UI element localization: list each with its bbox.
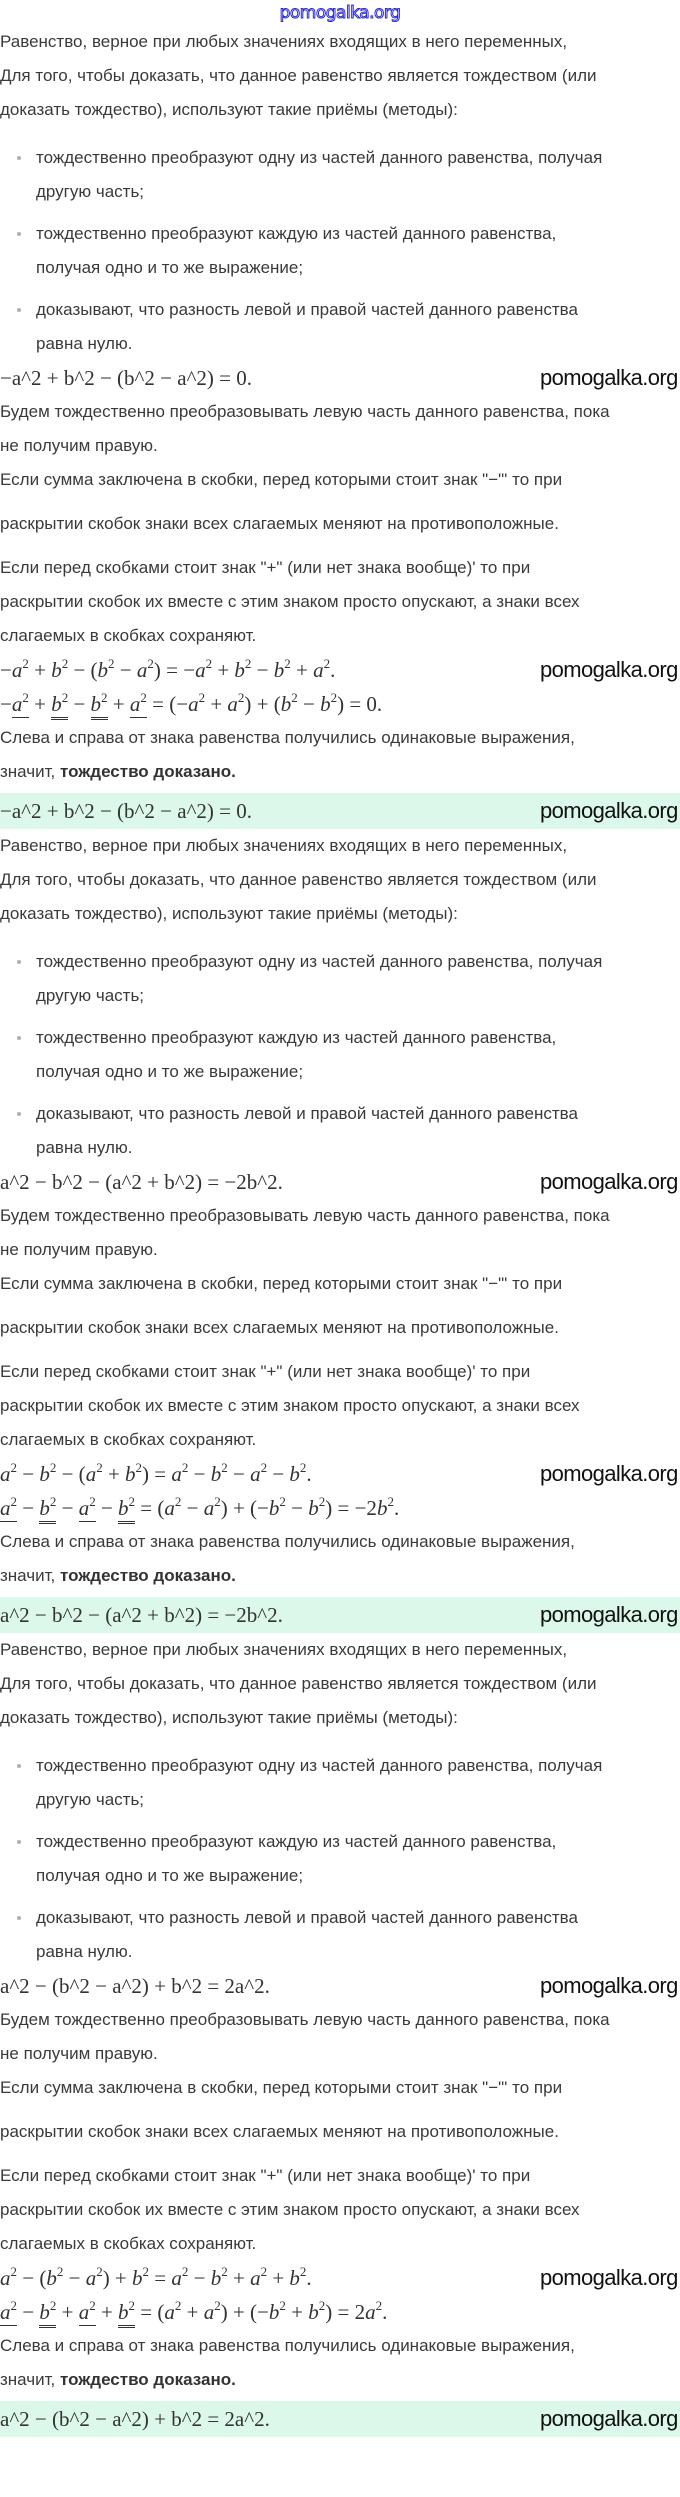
watermark-text: pomogalka.org (540, 1461, 678, 1486)
list-item: доказывают, что разность левой и правой частей данного равенства равна нулю. (0, 293, 680, 361)
methods-list (0, 945, 680, 1165)
solution-step-1: $-a^2 + b^2 - (b^2 - a^2) = -a^2 + b^2 - b^2 + a^2$. (0, 656, 336, 682)
list-item: тождественно преобразуют одну из частей данного равенства, получая другую часть; (0, 945, 680, 1013)
site-logo-watermark: pomogalka.org (279, 3, 401, 23)
solution-section-2: Равенство, верное при любых значениях входящих в него переменных, Для того, чтобы доказать, что данное равенство является тождеством (или доказать тождество), используют такие приёмы (методы): тождественно преобразуют одну из частей данного равенства, получая другую часть; тождественно преобразуют каждую из частей данного равенства, получая одно и то же выражение; доказывают, что разность левой и правой частей данного равенства равна нулю. a^2 − b^2 − (a^2 + b^2) = −2b^2. pomogalka.org Будем тождественно преобразовывать левую часть данного равенства, пока не получим правую. Если сумма заключена в скобки, перед которыми стоит знак "−"' то при раскрытии скобок знаки всех слагаемых меняют на противоположные. Если перед скобками стоит знак "+" (или нет знака вообще)' то при раскрытии скобок их вместе с этим знаком просто опускают, а знаки всех слагаемых в скобках сохраняют. $a^2 - b^2 - (a^2 + b^2) = a^2 - b^2 - a^2 - b^2$. pomogalka.org $a^2 - b^2 - a^2 - b^2 = (a^2 - a^2) + (-b^2 - b^2) = -2b^2$. Слева и справа от знака равенства получились одинаковые выражения, значит, тождество доказано. a^2 − b^2 − (a^2 + b^2) = −2b^2. pomogalka.org (0, 829, 680, 1633)
watermark-text: pomogalka.org (540, 2265, 678, 2290)
watermark-text: pomogalka.org (540, 798, 678, 823)
solution-step-2: $-a^2 + b^2 - b^2 + a^2 = (-a^2 + a^2) + (b^2 - b^2) = 0$. (0, 692, 382, 716)
answer-formula: a^2 − b^2 − (a^2 + b^2) = −2b^2. (0, 1603, 283, 1627)
methods-list (0, 141, 680, 361)
problem-statement: a^2 − b^2 − (a^2 + b^2) = −2b^2. (0, 1170, 283, 1194)
watermark-text: pomogalka.org (540, 657, 678, 682)
solution-section-3: Равенство, верное при любых значениях входящих в него переменных, Для того, чтобы доказать, что данное равенство является тождеством (или доказать тождество), используют такие приёмы (методы): тождественно преобразуют одну из частей данного равенства, получая другую часть; тождественно преобразуют каждую из частей данного равенства, получая одно и то же выражение; доказывают, что разность левой и правой частей данного равенства равна нулю. a^2 − (b^2 − a^2) + b^2 = 2a^2. pomogalka.org Будем тождественно преобразовывать левую часть данного равенства, пока не получим правую. Если сумма заключена в скобки, перед которыми стоит знак "−"' то при раскрытии скобок знаки всех слагаемых меняют на противоположные. Если перед скобками стоит знак "+" (или нет знака вообще)' то при раскрытии скобок их вместе с этим знаком просто опускают, а знаки всех слагаемых в скобках сохраняют. $a^2 - (b^2 - a^2) + b^2 = a^2 - b^2 + a^2 + b^2$. pomogalka.org $a^2 - b^2 + a^2 + b^2 = (a^2 + a^2) + (-b^2 + b^2) = 2a^2$. Слева и справа от знака равенства получились одинаковые выражения, значит, тождество доказано. a^2 − (b^2 − a^2) + b^2 = 2a^2. pomogalka.org (0, 1633, 680, 2437)
watermark-text: pomogalka.org (540, 1973, 678, 1998)
plan-text: Будем тождественно преобразовывать левую часть данного равенства, пока (0, 402, 610, 421)
rule-plus: Если перед скобками стоит знак "+" (или нет знака вообще)' то при (0, 1362, 531, 1381)
conclusion: Слева и справа от знака равенства получились одинаковые выражения, (0, 2336, 575, 2355)
intro-paragraph: Равенство, верное при любых значениях входящих в него переменных, Для того, чтобы доказать, что данное равенство является тождеством (или доказать тождество), используют такие приёмы (методы): (0, 836, 597, 923)
rule-minus: Если сумма заключена в скобки, перед которыми стоит знак "−"' то при (0, 470, 563, 489)
conclusion: Слева и справа от знака равенства получились одинаковые выражения, (0, 728, 575, 747)
problem-statement: a^2 − (b^2 − a^2) + b^2 = 2a^2. (0, 1974, 270, 1998)
watermark-text: pomogalka.org (540, 1602, 678, 1627)
methods-list (0, 1749, 680, 1969)
answer-band (0, 793, 680, 829)
conclusion-bold: тождество доказано. (59, 2370, 236, 2389)
list-item: доказывают, что разность левой и правой частей данного равенства равна нулю. (0, 1901, 680, 1969)
list-item: тождественно преобразуют каждую из частей данного равенства, получая одно и то же выражение; (0, 217, 680, 285)
answer-formula: a^2 − (b^2 − a^2) + b^2 = 2a^2. (0, 2407, 270, 2431)
list-item: тождественно преобразуют одну из частей данного равенства, получая другую часть; (0, 141, 680, 209)
rule-minus: Если сумма заключена в скобки, перед которыми стоит знак "−"' то при (0, 1274, 563, 1293)
intro-paragraph: Равенство, верное при любых значениях входящих в него переменных, Для того, чтобы доказать, что данное равенство является тождеством (или доказать тождество), используют такие приёмы (методы): (0, 1640, 597, 1727)
answer-formula: −a^2 + b^2 − (b^2 − a^2) = 0. (0, 799, 253, 823)
rule-minus: Если сумма заключена в скобки, перед которыми стоит знак "−"' то при (0, 2078, 563, 2097)
list-item: тождественно преобразуют одну из частей данного равенства, получая другую часть; (0, 1749, 680, 1817)
plan-text: Будем тождественно преобразовывать левую часть данного равенства, пока (0, 1206, 610, 1225)
problem-statement: −a^2 + b^2 − (b^2 − a^2) = 0. (0, 366, 253, 390)
watermark-text: pomogalka.org (540, 2406, 678, 2431)
conclusion-bold: тождество доказано. (59, 1566, 236, 1585)
list-item: доказывают, что разность левой и правой частей данного равенства равна нулю. (0, 1097, 680, 1165)
watermark-text: pomogalka.org (540, 365, 678, 390)
solution-step-1: $a^2 - b^2 - (a^2 + b^2) = a^2 - b^2 - a^2 - b^2$. (0, 1460, 312, 1486)
conclusion: Слева и справа от знака равенства получились одинаковые выражения, (0, 1532, 575, 1551)
intro-paragraph: Равенство, верное при любых значениях входящих в него переменных, Для того, чтобы доказать, что данное равенство является тождеством (или доказать тождество), используют такие приёмы (методы): (0, 32, 597, 119)
answer-band (0, 1597, 680, 1633)
list-item: тождественно преобразуют каждую из частей данного равенства, получая одно и то же выражение; (0, 1825, 680, 1893)
solution-section-1: Равенство, верное при любых значениях входящих в него переменных, Для того, чтобы доказать, что данное равенство является тождеством (или доказать тождество), используют такие приёмы (методы): тождественно преобразуют одну из частей данного равенства, получая другую часть; тождественно преобразуют каждую из частей данного равенства, получая одно и то же выражение; доказывают, что разность левой и правой частей данного равенства равна нулю. −a^2 + b^2 − (b^2 − a^2) = 0. pomogalka.org Будем тождественно преобразовывать левую часть данного равенства, пока не получим правую. Если сумма заключена в скобки, перед которыми стоит знак "−"' то при раскрытии скобок знаки всех слагаемых меняют на противоположные. Если перед скобками стоит знак "+" (или нет знака вообще)' то при раскрытии скобок их вместе с этим знаком просто опускают, а знаки всех слагаемых в скобках сохраняют. $-a^2 + b^2 - (b^2 - a^2) = -a^2 + b^2 - b^2 + a^2$. pomogalka.org $-a^2 + b^2 - b^2 + a^2 = (-a^2 + a^2) + (b^2 - b^2) = 0$. Слева и справа от знака равенства получились одинаковые выражения, значит, тождество доказано. −a^2 + b^2 − (b^2 − a^2) = 0. pomogalka.org (0, 25, 680, 829)
list-item: тождественно преобразуют каждую из частей данного равенства, получая одно и то же выражение; (0, 1021, 680, 1089)
rule-plus: Если перед скобками стоит знак "+" (или нет знака вообще)' то при (0, 2166, 531, 2185)
plan-text: Будем тождественно преобразовывать левую часть данного равенства, пока (0, 2010, 610, 2029)
rule-plus: Если перед скобками стоит знак "+" (или нет знака вообще)' то при (0, 558, 531, 577)
answer-band (0, 2401, 680, 2437)
solution-step-2: $a^2 - b^2 + a^2 + b^2 = (a^2 + a^2) + (-b^2 + b^2) = 2a^2$. (0, 2300, 387, 2324)
solution-step-2: $a^2 - b^2 - a^2 - b^2 = (a^2 - a^2) + (-b^2 - b^2) = -2b^2$. (0, 1496, 399, 1520)
conclusion-bold: тождество доказано. (59, 762, 236, 781)
solution-step-1: $a^2 - (b^2 - a^2) + b^2 = a^2 - b^2 + a^2 + b^2$. (0, 2264, 312, 2290)
watermark-text: pomogalka.org (540, 1169, 678, 1194)
